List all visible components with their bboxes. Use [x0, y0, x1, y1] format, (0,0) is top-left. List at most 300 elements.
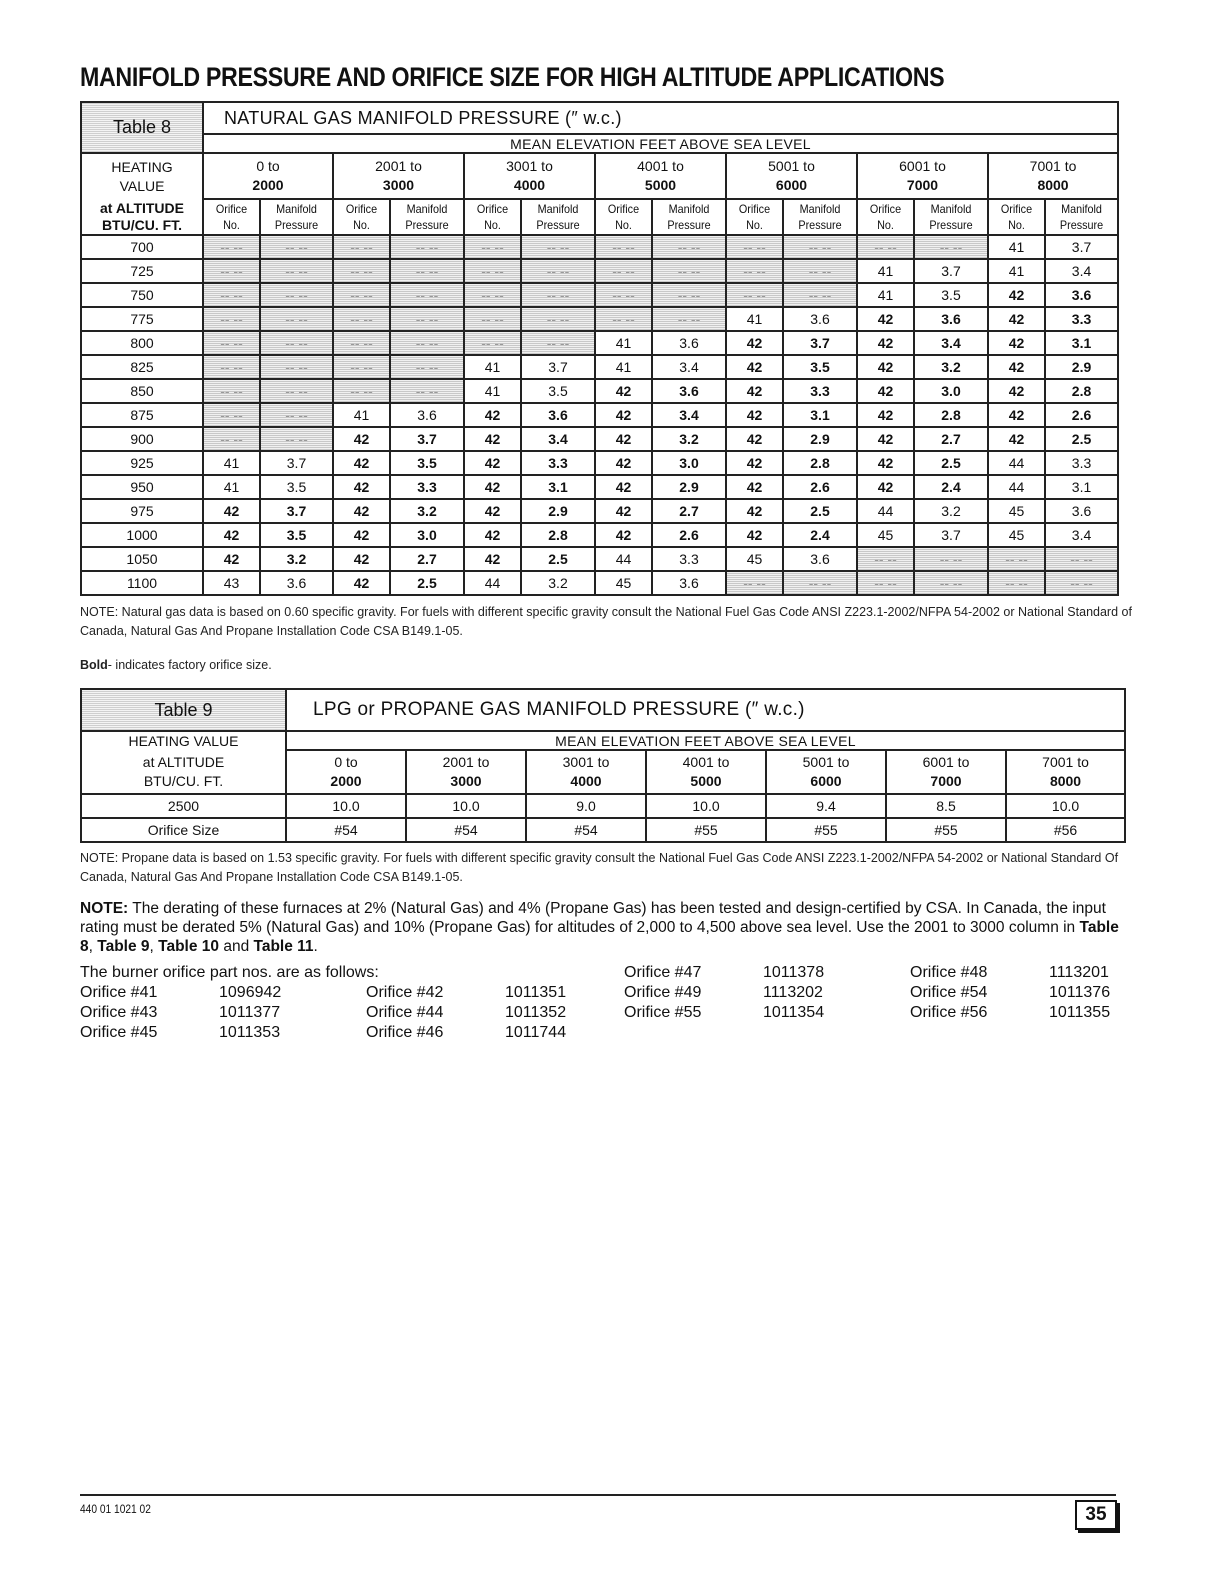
col-label: Orifice: [476, 202, 509, 216]
orifice-no-header: [991, 199, 1042, 235]
orifice-no-cell: 41: [988, 259, 1045, 283]
orifice-label: Orifice #44: [366, 1004, 444, 1021]
not-applicable-cell: -- --: [464, 307, 521, 331]
not-applicable-cell: -- --: [1045, 571, 1118, 595]
orifice-no-header: [467, 199, 518, 235]
manifold-pressure-cell: 3.3: [390, 475, 464, 499]
orifice-no-cell: 41: [464, 355, 521, 379]
orifice-part-number: 1011378: [763, 964, 825, 981]
derating-text: The derating of these furnaces at 2% (Natural Gas) and 4% (Propane Gas) has been tested and design-certified by CSA. In Canada, the input rating must be derated 5% (Natural Gas) and 10% (Propane Gas) for altitudes of 2,000 to 4,500 above sea level. Use the 2001 to 3000 column in: [80, 900, 1106, 936]
orifice-no-cell: 42: [464, 499, 521, 523]
orifice-part-number: 1096942: [219, 984, 282, 1001]
orifice-no-cell: 42: [726, 403, 783, 427]
not-applicable-cell: -- --: [390, 355, 464, 379]
orifice-no-cell: 42: [857, 307, 914, 331]
not-applicable-cell: -- --: [333, 283, 390, 307]
not-applicable-cell: -- --: [652, 259, 726, 283]
btu-value-cell: 700: [81, 235, 203, 259]
col-label: Pressure: [536, 218, 580, 232]
table-row: [81, 235, 1118, 259]
manifold-pressure-cell: 2.6: [652, 523, 726, 547]
manifold-pressure-cell: 2.5: [390, 571, 464, 595]
document-code: 440 01 1021 02: [80, 1502, 151, 1516]
not-applicable-cell: -- --: [914, 235, 988, 259]
manifold-pressure-cell: 3.6: [652, 331, 726, 355]
col-label: Manifold: [930, 202, 972, 216]
bold-note-text: - indicates factory orifice size.: [107, 658, 272, 672]
orifice-no-cell: 44: [988, 451, 1045, 475]
range-end: 8000: [1037, 177, 1069, 193]
not-applicable-cell: -- --: [390, 331, 464, 355]
btu-value-cell: 1100: [81, 571, 203, 595]
manifold-pressure-cell: 2.6: [1045, 403, 1118, 427]
manifold-pressure-cell: 3.5: [521, 379, 595, 403]
col-label: No.: [484, 218, 501, 232]
orifice-intro: The burner orifice part nos. are as follows:: [80, 964, 379, 981]
manifold-pressure-cell: 3.3: [1045, 451, 1118, 475]
table-row: [81, 571, 1118, 595]
orifice-no-cell: 42: [464, 427, 521, 451]
not-applicable-cell: -- --: [464, 331, 521, 355]
manifold-pressure-cell: 2.7: [914, 427, 988, 451]
orifice-no-cell: 44: [857, 499, 914, 523]
not-applicable-cell: -- --: [390, 379, 464, 403]
elevation-range-header: [726, 153, 857, 199]
not-applicable-cell: -- --: [203, 379, 260, 403]
elevation-range-header: [595, 153, 726, 199]
bold-note-label: Bold: [80, 658, 108, 672]
col-label: Manifold: [799, 202, 841, 216]
not-applicable-cell: -- --: [260, 235, 333, 259]
not-applicable-cell: -- --: [203, 307, 260, 331]
orifice-no-cell: 42: [726, 475, 783, 499]
col-label: Manifold: [276, 202, 317, 216]
orifice-label: Orifice #55: [624, 1004, 702, 1021]
orifice-no-cell: 42: [857, 355, 914, 379]
range-end: 4000: [513, 177, 546, 193]
orifice-no-cell: 42: [464, 451, 521, 475]
col-label: Orifice: [607, 202, 640, 216]
table-9-title: LPG or PROPANE GAS MANIFOLD PRESSURE (″ w.c.): [286, 689, 1125, 731]
orifice-no-cell: 42: [857, 403, 914, 427]
orifice-no-cell: 42: [595, 523, 652, 547]
not-applicable-cell: -- --: [521, 307, 595, 331]
manifold-pressure-cell: 3.0: [914, 379, 988, 403]
manifold-pressure-cell: 3.7: [390, 427, 464, 451]
manifold-pressure-cell: 3.4: [652, 355, 726, 379]
orifice-no-header: [206, 199, 257, 235]
elevation-range-header: [406, 750, 526, 794]
range-end: 8000: [1049, 773, 1082, 789]
orifice-size-label: Orifice Size: [81, 818, 286, 842]
not-applicable-cell: -- --: [521, 283, 595, 307]
not-applicable-cell: -- --: [390, 283, 464, 307]
table-ref: Table 9: [97, 938, 150, 955]
manifold-pressure-cell: 3.2: [521, 571, 595, 595]
not-applicable-cell: -- --: [988, 547, 1045, 571]
not-applicable-cell: -- --: [595, 235, 652, 259]
orifice-no-cell: 42: [595, 475, 652, 499]
range-start: 6001 to: [922, 754, 970, 770]
range-start: 3001 to: [562, 754, 610, 770]
col-label: Pressure: [929, 218, 973, 232]
btu-value-cell: 1050: [81, 547, 203, 571]
btu-value-cell: 825: [81, 355, 203, 379]
table-ref: Table 10: [158, 938, 220, 955]
manifold-pressure-cell: 9.4: [766, 794, 886, 818]
range-end: 5000: [690, 773, 722, 789]
orifice-size-cell: #56: [1006, 818, 1125, 842]
manifold-pressure-cell: 2.7: [652, 499, 726, 523]
table-8-tag: Table 8: [81, 102, 203, 153]
not-applicable-cell: -- --: [203, 259, 260, 283]
table-row: [81, 379, 1118, 403]
range-end: 6000: [775, 177, 808, 193]
orifice-no-cell: 42: [726, 451, 783, 475]
not-applicable-cell: -- --: [333, 235, 390, 259]
orifice-no-cell: 45: [988, 523, 1045, 547]
manifold-pressure-cell: 3.6: [914, 307, 988, 331]
orifice-no-cell: 41: [857, 283, 914, 307]
not-applicable-cell: -- --: [1045, 547, 1118, 571]
table-row: [81, 403, 1118, 427]
table-8-natural-gas: [80, 101, 1119, 596]
not-applicable-cell: -- --: [652, 307, 726, 331]
derating-label: NOTE:: [80, 900, 129, 917]
elevation-range-header: [988, 153, 1118, 199]
range-start: 6001 to: [899, 158, 946, 174]
orifice-no-cell: 41: [595, 331, 652, 355]
col-label: Pressure: [667, 218, 711, 232]
btu-value-cell: 925: [81, 451, 203, 475]
manifold-pressure-cell: 3.7: [783, 331, 857, 355]
manifold-pressure-cell: 3.3: [783, 379, 857, 403]
not-applicable-cell: -- --: [595, 307, 652, 331]
orifice-part-number: 1113201: [1049, 964, 1109, 981]
orifice-no-cell: 45: [857, 523, 914, 547]
elevation-range-header: [1006, 750, 1125, 794]
elevation-range-header: [464, 153, 595, 199]
orifice-size-cell: #55: [886, 818, 1006, 842]
table-9-subtitle: MEAN ELEVATION FEET ABOVE SEA LEVEL: [286, 731, 1125, 750]
orifice-no-cell: 42: [333, 523, 390, 547]
not-applicable-cell: -- --: [521, 259, 595, 283]
orifice-no-cell: 44: [988, 475, 1045, 499]
col-label: Orifice: [215, 202, 248, 216]
orifice-no-cell: 41: [988, 235, 1045, 259]
btu-value-cell: 900: [81, 427, 203, 451]
manifold-pressure-cell: 3.1: [1045, 331, 1118, 355]
table-8-subtitle: MEAN ELEVATION FEET ABOVE SEA LEVEL: [203, 134, 1118, 153]
orifice-no-cell: 42: [464, 475, 521, 499]
not-applicable-cell: -- --: [914, 547, 988, 571]
orifice-label: Orifice #42: [366, 984, 444, 1001]
not-applicable-cell: -- --: [726, 259, 783, 283]
table-ref: Table 8: [80, 919, 1119, 955]
col-label: Manifold: [668, 202, 710, 216]
not-applicable-cell: -- --: [203, 235, 260, 259]
derating-sep: and: [219, 938, 254, 955]
manifold-pressure-cell: 3.2: [652, 427, 726, 451]
orifice-no-cell: 42: [333, 427, 390, 451]
orifice-label: Orifice #49: [624, 984, 702, 1001]
orifice-no-cell: 42: [203, 547, 260, 571]
btu-value-cell: 725: [81, 259, 203, 283]
orifice-size-cell: #54: [286, 818, 406, 842]
derating-sep: ,: [88, 938, 98, 955]
manifold-pressure-cell: 3.6: [521, 403, 595, 427]
orifice-no-cell: 42: [333, 571, 390, 595]
not-applicable-cell: -- --: [726, 283, 783, 307]
orifice-no-cell: 42: [203, 523, 260, 547]
not-applicable-cell: -- --: [595, 283, 652, 307]
manifold-pressure-cell: 2.8: [1045, 379, 1118, 403]
orifice-label: Orifice #47: [624, 964, 702, 981]
derating-sep: ,: [149, 938, 159, 955]
orifice-no-cell: 41: [333, 403, 390, 427]
elevation-range-header: [857, 153, 988, 199]
manifold-pressure-cell: 2.9: [652, 475, 726, 499]
orifice-no-cell: 42: [726, 427, 783, 451]
heating-label-line: BTU/CU. FT.: [101, 216, 183, 233]
manifold-pressure-cell: 3.6: [783, 307, 857, 331]
orifice-part-number: 1011355: [1049, 1004, 1111, 1021]
btu-value-cell: 800: [81, 331, 203, 355]
manifold-pressure-cell: 10.0: [406, 794, 526, 818]
not-applicable-cell: -- --: [260, 283, 333, 307]
btu-value-cell: 775: [81, 307, 203, 331]
not-applicable-cell: -- --: [464, 283, 521, 307]
col-label: No.: [615, 218, 632, 232]
heating-label-line: at ALTITUDE: [142, 753, 225, 770]
manifold-pressure-cell: 2.5: [521, 547, 595, 571]
heating-value-header-cont: [81, 750, 286, 794]
orifice-no-cell: 42: [464, 547, 521, 571]
heating-value-header: [81, 153, 203, 199]
manifold-pressure-cell: 3.6: [1045, 283, 1118, 307]
manifold-pressure-header: [918, 199, 985, 235]
manifold-pressure-cell: 3.7: [521, 355, 595, 379]
orifice-label: Orifice #43: [80, 1004, 158, 1021]
orifice-no-cell: 42: [988, 379, 1045, 403]
not-applicable-cell: -- --: [333, 355, 390, 379]
orifice-no-cell: 41: [203, 451, 260, 475]
table-row: [81, 283, 1118, 307]
table-row: [81, 523, 1118, 547]
orifice-no-cell: 42: [464, 523, 521, 547]
elevation-range-header: [286, 750, 406, 794]
manifold-pressure-cell: 2.5: [914, 451, 988, 475]
not-applicable-cell: -- --: [783, 259, 857, 283]
col-label: Manifold: [406, 202, 448, 216]
bold-note: [80, 656, 272, 675]
manifold-pressure-cell: 2.8: [914, 403, 988, 427]
col-label: Pressure: [274, 218, 319, 232]
manifold-pressure-cell: 2.6: [783, 475, 857, 499]
orifice-no-cell: 42: [726, 379, 783, 403]
manifold-pressure-cell: 3.4: [914, 331, 988, 355]
manifold-pressure-cell: 2.7: [390, 547, 464, 571]
btu-value-cell: 1000: [81, 523, 203, 547]
not-applicable-cell: -- --: [390, 235, 464, 259]
manifold-pressure-cell: 3.2: [914, 355, 988, 379]
table-row: [81, 259, 1118, 283]
not-applicable-cell: -- --: [333, 331, 390, 355]
col-label: No.: [1008, 218, 1025, 232]
range-start: 4001 to: [682, 754, 730, 770]
table-row: [81, 547, 1118, 571]
range-start: 0 to: [334, 754, 358, 770]
not-applicable-cell: -- --: [203, 427, 260, 451]
col-label: Pressure: [798, 218, 842, 232]
orifice-no-cell: 42: [988, 403, 1045, 427]
not-applicable-cell: -- --: [203, 331, 260, 355]
range-start: 3001 to: [506, 158, 553, 174]
orifice-no-cell: 42: [595, 427, 652, 451]
orifice-no-cell: 42: [857, 475, 914, 499]
orifice-label: Orifice #46: [366, 1024, 444, 1041]
table-row: [81, 451, 1118, 475]
heating-label-line: at ALTITUDE: [100, 199, 184, 216]
manifold-pressure-cell: 2.9: [1045, 355, 1118, 379]
orifice-no-cell: 44: [464, 571, 521, 595]
manifold-pressure-cell: 2.4: [783, 523, 857, 547]
col-label: Pressure: [1059, 218, 1104, 232]
table-9-note: NOTE: Propane data is based on 1.53 specific gravity. For fuels with different specific gravity consult the National Fuel Gas Code ANSI Z223.1-2002/NFPA 54-2002 or National Standard Of Canada, Natural Gas And Propane Installation Code CSA B149.1-05.: [80, 851, 1119, 884]
manifold-pressure-cell: 3.5: [390, 451, 464, 475]
orifice-no-cell: 42: [595, 499, 652, 523]
range-end: 5000: [644, 177, 677, 193]
orifice-part-number: 1011351: [505, 984, 567, 1001]
manifold-pressure-cell: 10.0: [1006, 794, 1125, 818]
orifice-no-cell: 45: [726, 547, 783, 571]
orifice-no-cell: 42: [988, 331, 1045, 355]
manifold-pressure-cell: 8.5: [886, 794, 1006, 818]
not-applicable-cell: -- --: [726, 235, 783, 259]
orifice-no-cell: 41: [595, 355, 652, 379]
orifice-no-cell: 42: [595, 403, 652, 427]
orifice-no-cell: 42: [988, 427, 1045, 451]
manifold-pressure-header: [264, 199, 330, 235]
manifold-pressure-cell: 2.9: [783, 427, 857, 451]
manifold-pressure-cell: 3.1: [1045, 475, 1118, 499]
range-start: 5001 to: [768, 158, 815, 174]
elevation-range-header: [333, 153, 464, 199]
col-label: Orifice: [869, 202, 902, 216]
range-end: 4000: [570, 773, 602, 789]
orifice-no-cell: 42: [857, 379, 914, 403]
not-applicable-cell: -- --: [390, 307, 464, 331]
btu-value-cell: 750: [81, 283, 203, 307]
orifice-no-cell: 42: [595, 451, 652, 475]
manifold-pressure-cell: 3.1: [521, 475, 595, 499]
not-applicable-cell: -- --: [203, 283, 260, 307]
orifice-no-cell: 42: [333, 451, 390, 475]
orifice-no-cell: 42: [726, 523, 783, 547]
orifice-label: Orifice #56: [910, 1004, 988, 1021]
orifice-no-header: [598, 199, 649, 235]
range-start: 7001 to: [1042, 754, 1089, 770]
manifold-pressure-cell: 3.6: [652, 571, 726, 595]
manifold-pressure-cell: 3.7: [914, 523, 988, 547]
not-applicable-cell: -- --: [857, 235, 914, 259]
not-applicable-cell: -- --: [726, 571, 783, 595]
manifold-pressure-cell: 9.0: [526, 794, 646, 818]
not-applicable-cell: -- --: [260, 259, 333, 283]
orifice-no-cell: 42: [726, 355, 783, 379]
col-label: No.: [223, 218, 240, 232]
not-applicable-cell: -- --: [521, 331, 595, 355]
orifice-no-cell: 42: [726, 331, 783, 355]
manifold-pressure-cell: 3.3: [652, 547, 726, 571]
table-9-tag: Table 9: [81, 689, 286, 731]
not-applicable-cell: -- --: [988, 571, 1045, 595]
heating-value-header-cont: [81, 199, 203, 235]
col-label: Manifold: [1061, 202, 1102, 216]
heating-label-line: HEATING: [111, 158, 173, 175]
table-row: [81, 427, 1118, 451]
table-row: [81, 307, 1118, 331]
orifice-part-number: 1011352: [505, 1004, 567, 1021]
manifold-pressure-cell: 3.4: [1045, 523, 1118, 547]
manifold-pressure-cell: 3.2: [390, 499, 464, 523]
not-applicable-cell: -- --: [857, 547, 914, 571]
orifice-no-cell: 42: [464, 403, 521, 427]
manifold-pressure-cell: 3.7: [1045, 235, 1118, 259]
manifold-pressure-header: [1049, 199, 1115, 235]
elevation-range-header: [646, 750, 766, 794]
manifold-pressure-header: [656, 199, 723, 235]
table-8-note: NOTE: Natural gas data is based on 0.60 specific gravity. For fuels with different specific gravity consult the National Fuel Gas Code ANSI Z223.1-2002/NFPA 54-2002 or National Standard of Canada, Natural Gas And Propane Installation Code CSA B149.1-05.: [80, 605, 1132, 638]
orifice-no-header: [860, 199, 911, 235]
orifice-label: Orifice #54: [910, 984, 988, 1001]
manifold-pressure-header: [525, 199, 592, 235]
col-label: No.: [877, 218, 894, 232]
manifold-pressure-cell: 3.4: [521, 427, 595, 451]
orifice-size-cell: #54: [526, 818, 646, 842]
not-applicable-cell: -- --: [783, 283, 857, 307]
range-start: 4001 to: [637, 158, 684, 174]
orifice-size-cell: #55: [646, 818, 766, 842]
orifice-part-number: 1011744: [505, 1024, 567, 1041]
col-label: Orifice: [738, 202, 771, 216]
col-label: No.: [353, 218, 370, 232]
table-row: [81, 355, 1118, 379]
elevation-range-header: [766, 750, 886, 794]
page-number: 35: [1075, 1500, 1117, 1530]
btu-value-cell: 950: [81, 475, 203, 499]
manifold-pressure-cell: 3.6: [1045, 499, 1118, 523]
manifold-pressure-cell: 3.7: [914, 259, 988, 283]
orifice-no-cell: 45: [595, 571, 652, 595]
orifice-no-cell: 44: [595, 547, 652, 571]
not-applicable-cell: -- --: [595, 259, 652, 283]
heating-label-line: BTU/CU. FT.: [143, 772, 224, 789]
heating-value-header: HEATING VALUE: [81, 731, 286, 750]
elevation-range-header: [886, 750, 1006, 794]
range-end: 2000: [252, 177, 284, 193]
orifice-no-cell: 42: [988, 355, 1045, 379]
manifold-pressure-cell: 3.7: [260, 499, 333, 523]
not-applicable-cell: -- --: [783, 571, 857, 595]
not-applicable-cell: -- --: [333, 259, 390, 283]
orifice-part-number: 1011377: [219, 1004, 281, 1021]
manifold-pressure-cell: 3.5: [260, 523, 333, 547]
col-label: Orifice: [1000, 202, 1033, 216]
not-applicable-cell: -- --: [464, 235, 521, 259]
manifold-pressure-cell: 3.6: [783, 547, 857, 571]
not-applicable-cell: -- --: [464, 259, 521, 283]
